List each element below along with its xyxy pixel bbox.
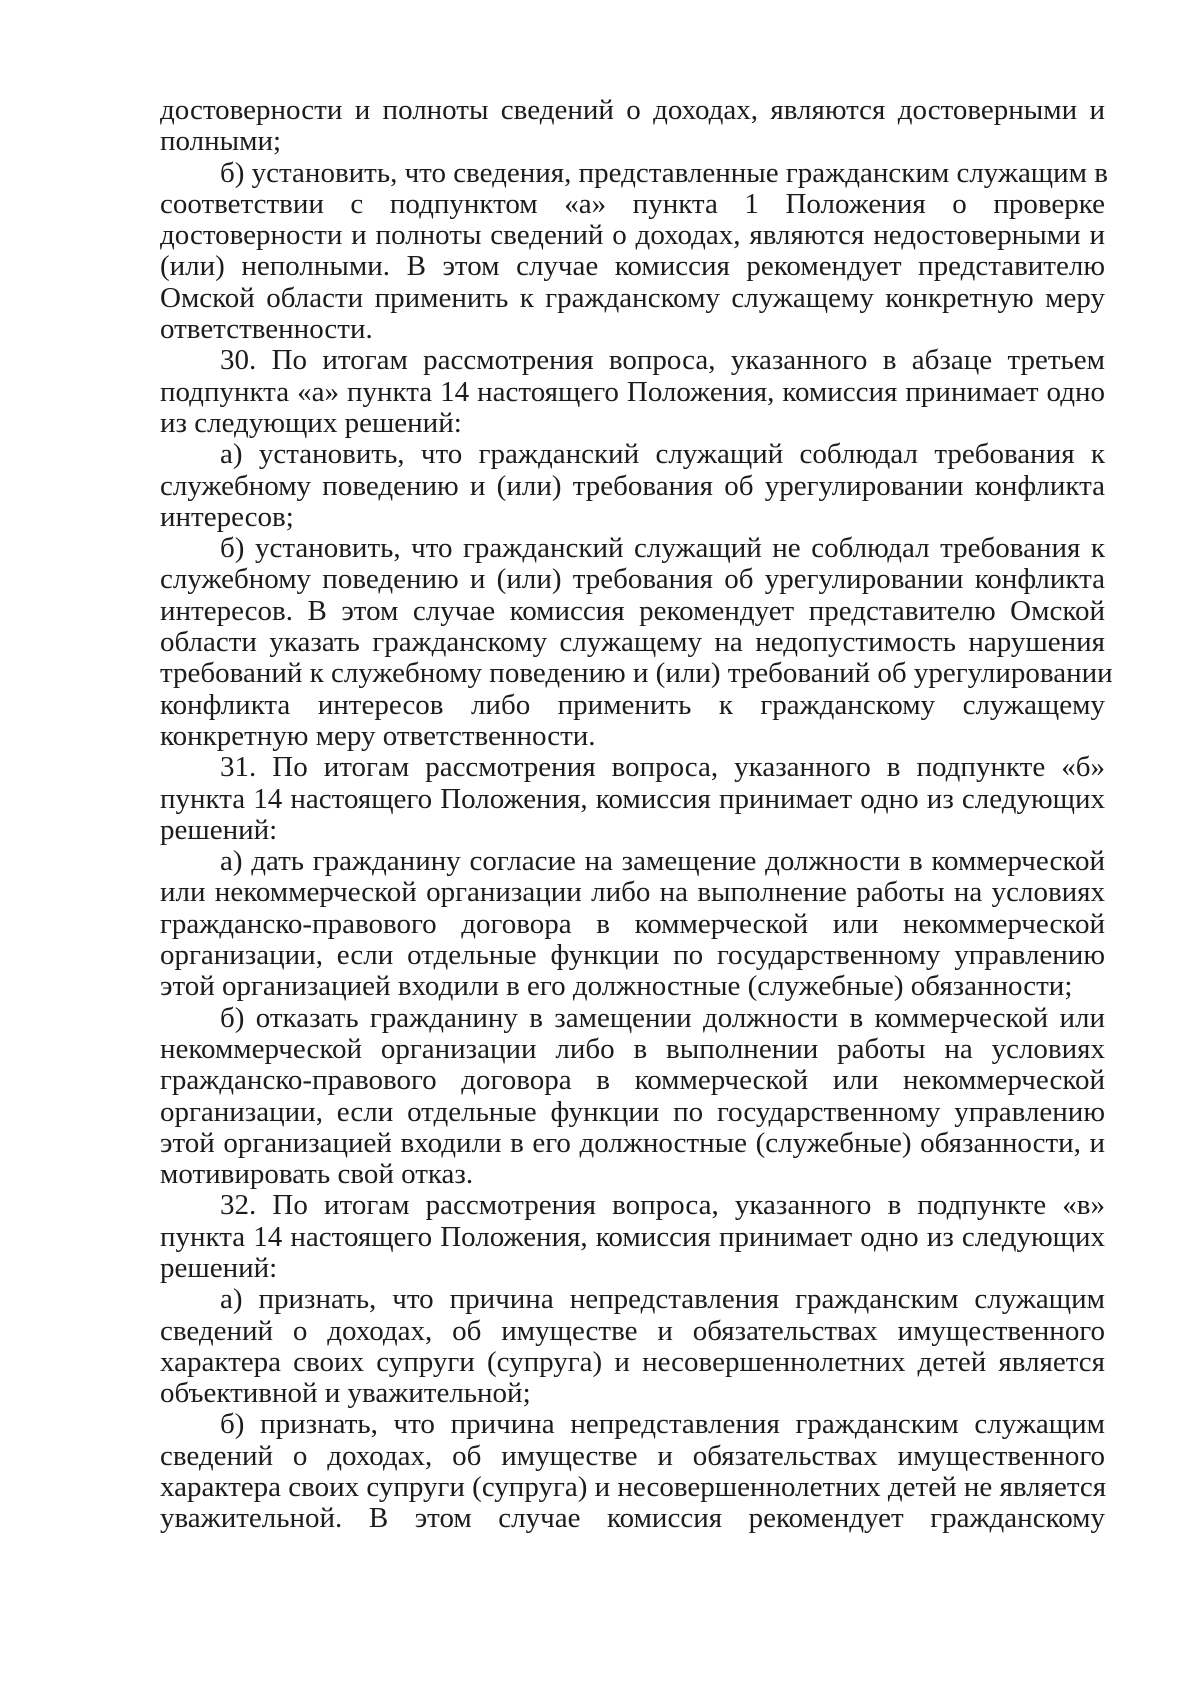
text-line: пункта 14 настоящего Положения, комиссия принимает одно из следующих — [160, 1220, 1105, 1253]
text-line: гражданско-правового договора в коммерческой или некоммерческой — [160, 907, 1105, 940]
text-line: (или) неполными. В этом случае комиссия рекомендует представителю — [160, 250, 1105, 283]
text-line: достоверности и полноты сведений о доходах, являются недостоверными и — [160, 219, 1105, 252]
text-line: конкретную меру ответственности. — [160, 719, 596, 752]
text-line: этой организацией входили в его должностные (служебные) обязанности, и — [160, 1126, 1105, 1159]
text-line: мотивировать свой отказ. — [160, 1158, 474, 1191]
text-line: уважительной. В этом случае комиссия рекомендует гражданскому — [160, 1502, 1105, 1535]
text-line: б) признать, что причина непредставления гражданским служащим — [220, 1408, 1105, 1441]
text-line: б) установить, что гражданский служащий не соблюдал требования к — [220, 532, 1105, 565]
text-line: достоверности и полноты сведений о доходах, являются достоверными и — [160, 94, 1105, 126]
text-line: объективной и уважительной; — [160, 1377, 531, 1410]
text-line: 31. По итогам рассмотрения вопроса, указанного в подпункте «б» — [220, 751, 1105, 784]
text-line: полными; — [160, 125, 282, 158]
text-line: б) отказать гражданину в замещении должности в коммерческой или — [220, 1001, 1105, 1034]
text-line: характера своих супруги (супруга) и несовершеннолетних детей является — [160, 1345, 1105, 1378]
text-line: а) признать, что причина непредставления гражданским служащим — [220, 1283, 1105, 1316]
text-line: области указать гражданскому служащему на недопустимость нарушения — [160, 626, 1105, 659]
text-line: служебному поведению и (или) требования об урегулировании конфликта — [160, 469, 1105, 502]
text-line: интересов. В этом случае комиссия рекомендует представителю Омской — [160, 594, 1105, 627]
text-line: конфликта интересов либо применить к гражданскому служащему — [160, 688, 1105, 721]
text-line: интересов; — [160, 500, 294, 533]
text-line: характера своих супруги (супруга) и несовершеннолетних детей не является — [160, 1471, 1107, 1504]
text-line: некоммерческой организации либо в выполнении работы на условиях — [160, 1032, 1105, 1065]
text-line: решений: — [160, 1251, 278, 1284]
text-line: а) установить, что гражданский служащий соблюдал требования к — [220, 438, 1105, 471]
text-line: Омской области применить к гражданскому служащему конкретную меру — [160, 281, 1105, 314]
text-line: из следующих решений: — [160, 406, 462, 439]
text-line: сведений о доходах, об имуществе и обязательствах имущественного — [160, 1439, 1105, 1472]
text-line: сведений о доходах, об имуществе и обязательствах имущественного — [160, 1314, 1105, 1347]
text-line: требований к служебному поведению и (или) требований об урегулировании — [160, 657, 1113, 690]
text-line: ответственности. — [160, 313, 373, 346]
text-line: б) установить, что сведения, представленные гражданским служащим в — [220, 156, 1108, 189]
text-line: гражданско-правового договора в коммерческой или некоммерческой — [160, 1064, 1105, 1097]
text-line: служебному поведению и (или) требования об урегулировании конфликта — [160, 563, 1105, 596]
text-line: организации, если отдельные функции по государственному управлению — [160, 939, 1105, 972]
text-line: 30. По итогам рассмотрения вопроса, указанного в абзаце третьем — [220, 344, 1105, 377]
text-line: организации, если отдельные функции по государственному управлению — [160, 1095, 1105, 1128]
text-line: этой организацией входили в его должностные (служебные) обязанности; — [160, 970, 1073, 1003]
text-line: пункта 14 настоящего Положения, комиссия принимает одно из следующих — [160, 782, 1105, 815]
text-line: подпункта «а» пункта 14 настоящего Положения, комиссия принимает одно — [160, 375, 1105, 408]
text-line: соответствии с подпунктом «а» пункта 1 Положения о проверке — [160, 187, 1105, 220]
document-body — [160, 94, 1113, 1535]
text-line: решений: — [160, 813, 278, 846]
text-line: 32. По итогам рассмотрения вопроса, указанного в подпункте «в» — [220, 1189, 1105, 1222]
text-line: или некоммерческой организации либо на выполнение работы на условиях — [160, 876, 1105, 909]
text-line: а) дать гражданину согласие на замещение должности в коммерческой — [220, 845, 1105, 878]
